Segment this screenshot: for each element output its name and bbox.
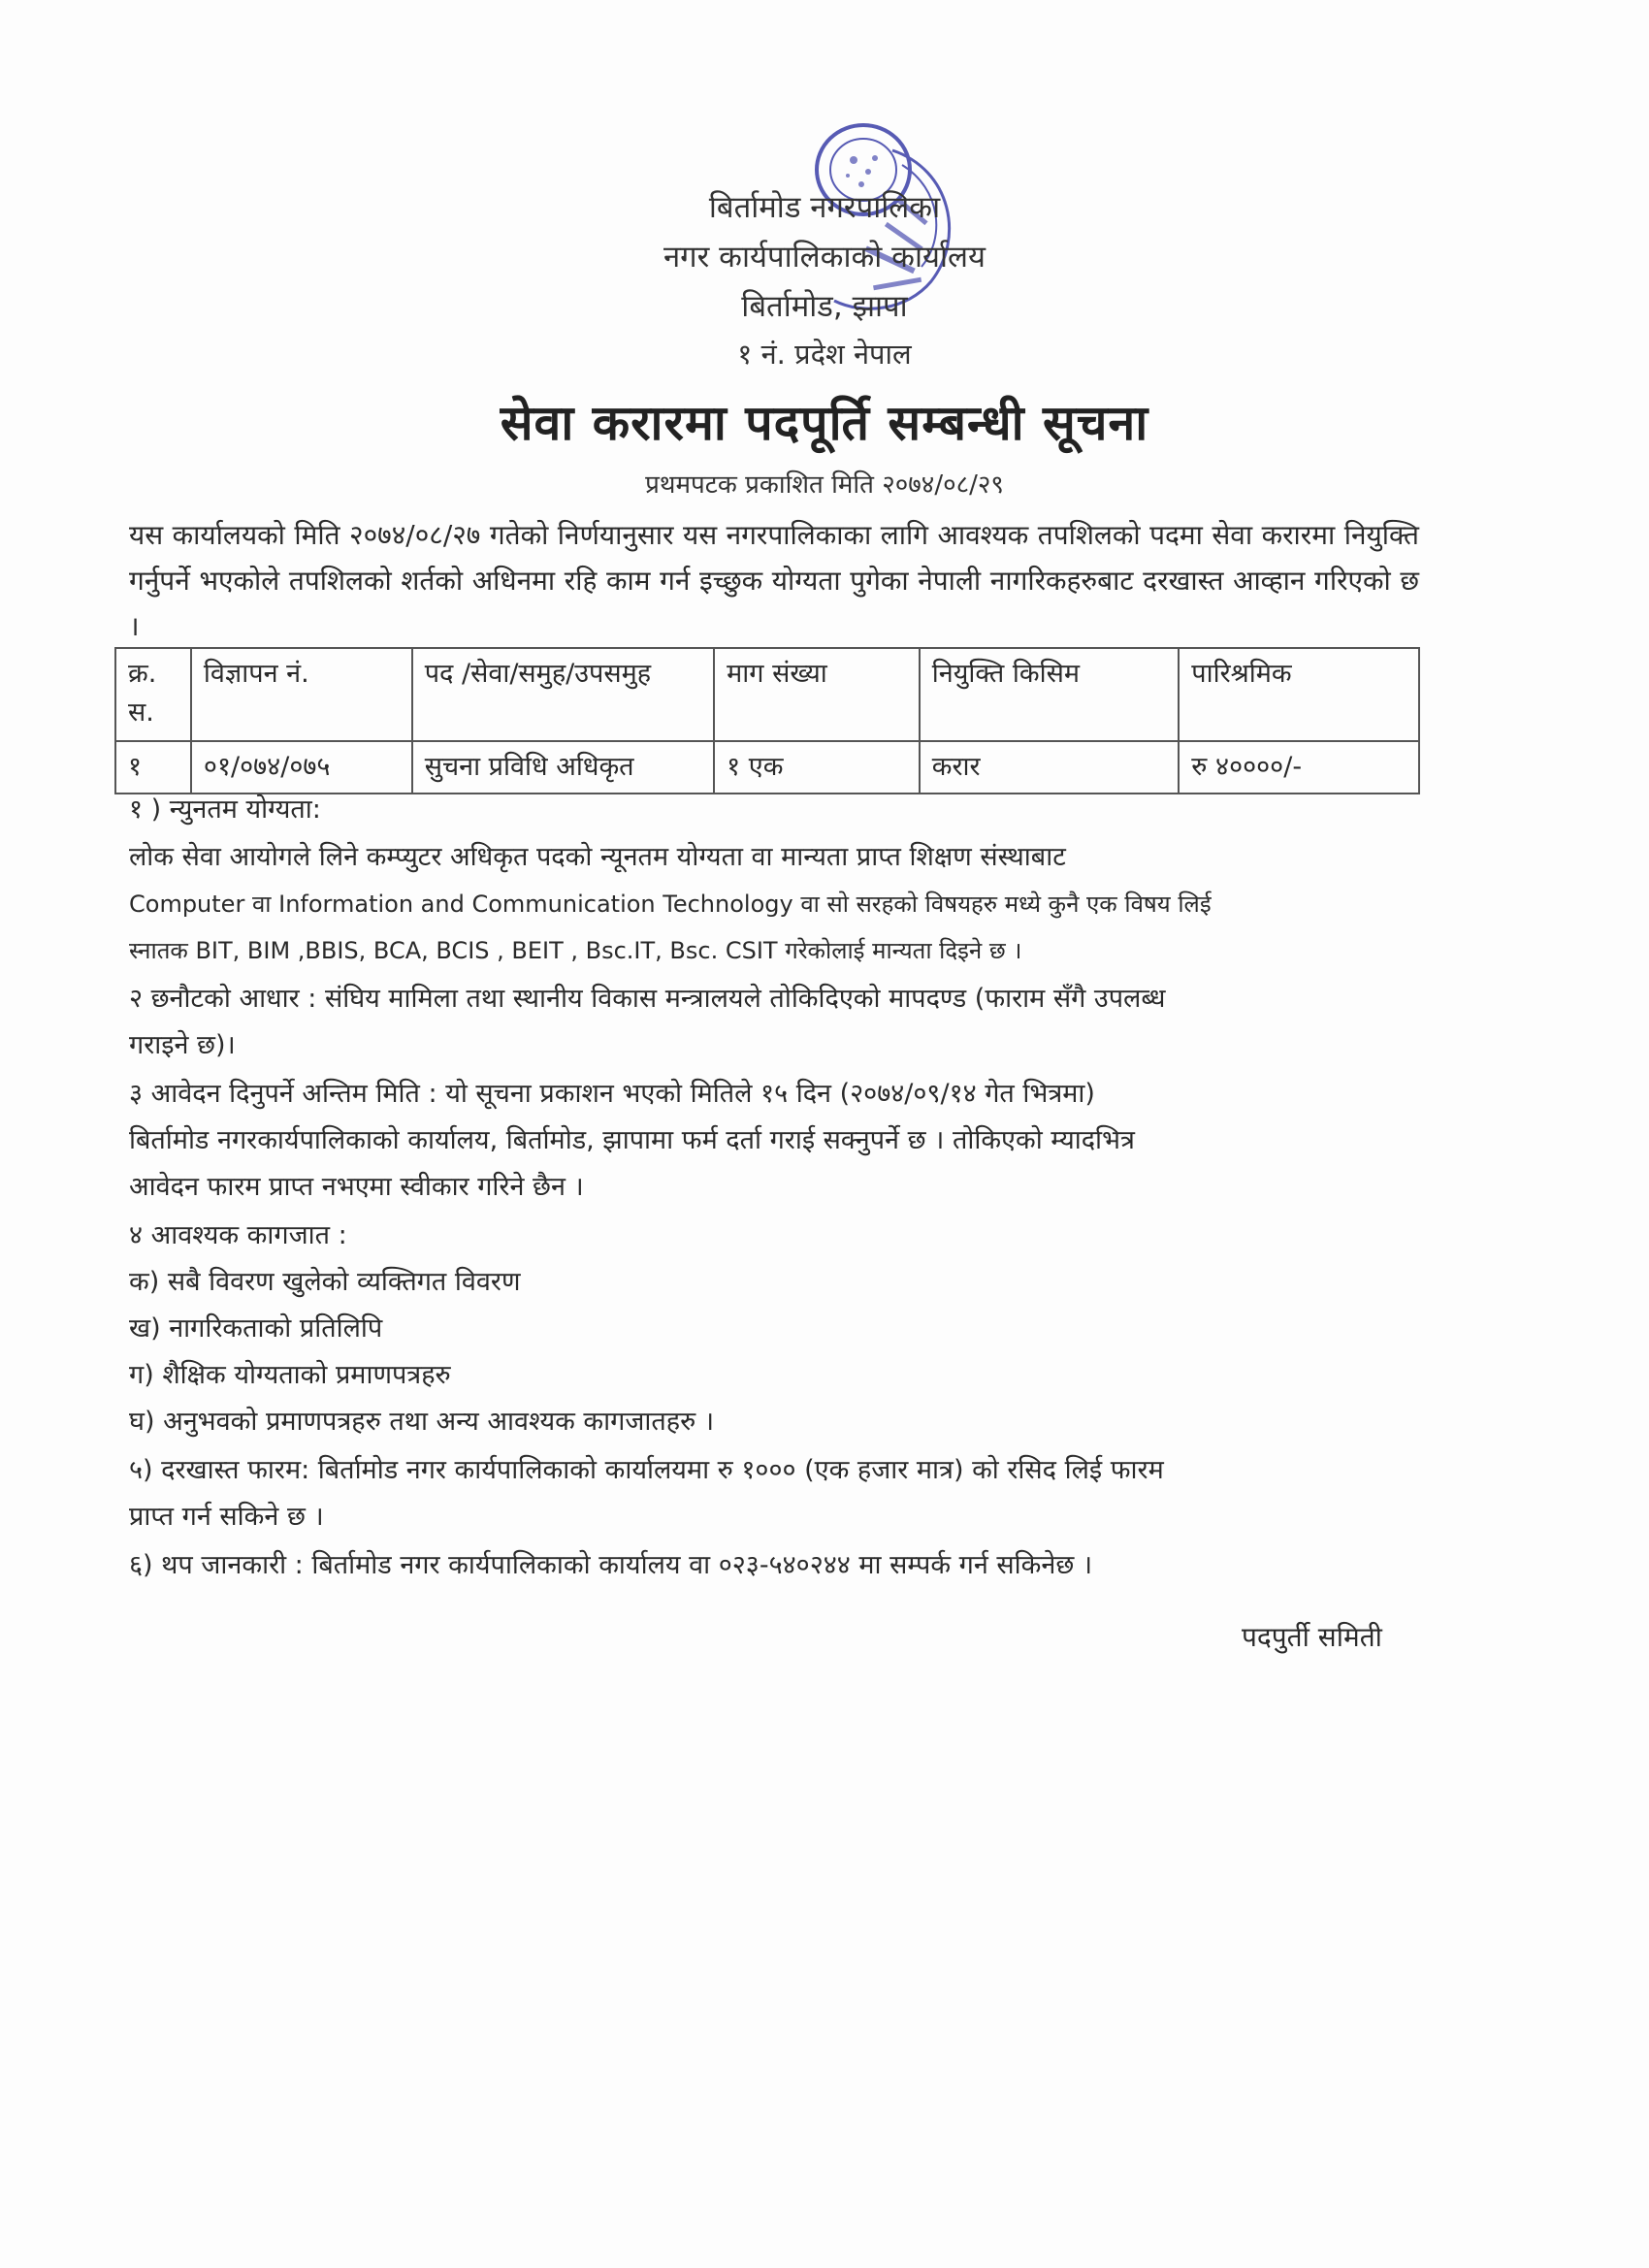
deadline-line: बिर्तामोड नगरकार्यपालिकाको कार्यालय, बिर्तामोड, झापामा फर्म दर्ता गराई सक्नुपर्ने छ । तोकिएको म्यादभित्र xyxy=(129,1125,1135,1155)
signature-committee: पदपुर्ती समिती xyxy=(1242,1621,1382,1653)
table-cell: ०१/०७४/०७५ xyxy=(191,741,412,794)
application-form-line: प्राप्त गर्न सकिने छ । xyxy=(129,1502,324,1532)
qualification-line: Computer वा Information and Communication Technology वा सो सरहको विषयहरु मध्ये कुनै एक विषय लिई xyxy=(129,891,1212,918)
qualification-line: स्नातक BIT, BIM ,BBIS, BCA, BCIS , BEIT , Bsc.IT, Bsc. CSIT गरेकोलाई मान्यता दिइने छ । xyxy=(129,937,1022,964)
office-name: नगर कार्यपालिकाको कार्यालय xyxy=(663,240,986,275)
table-header-cell: नियुक्ति किसिम xyxy=(920,648,1180,741)
table-row xyxy=(115,741,1419,794)
application-form-line: ५) दरखास्त फारम: बिर्तामोड नगर कार्यपालिकाको कार्यालयमा रु १००० (एक हजार मात्र) को रसिद लिई फारम xyxy=(129,1455,1164,1485)
table-header-cell: पारिश्रमिक xyxy=(1179,648,1419,741)
contact-info-line: ६) थप जानकारी : बिर्तामोड नगर कार्यपालिकाको कार्यालय वा ०२३-५४०२४४ मा सम्पर्क गर्न सकिनेछ । xyxy=(129,1550,1093,1580)
intro-paragraph: यस कार्यालयको मिति २०७४/०८/२७ गतेको निर्णयानुसार यस नगरपालिकाका लागि आवश्यक तपशिलको पदमा सेवा करारमा नियुक्ति गर्नुपर्ने भएकोले तपशिलको शर्तको अधिनमा रहि काम गर्न इच्छुक योग्यता पुगेका नेपाली नागरिकहरुबाट दरखास्त आव्हान गरिएको छ । xyxy=(129,519,1419,642)
deadline-line: ३ आवेदन दिनुपर्ने अन्तिम मिति : यो सूचना प्रकाशन भएको मितिले १५ दिन (२०७४/०९/१४ गेत भित्रमा) xyxy=(129,1079,1095,1109)
document-item: ख) नागरिकताको प्रतिलिपि xyxy=(129,1313,383,1344)
table-header-cell: क्र. स. xyxy=(115,648,191,741)
vacancy-table xyxy=(114,647,1420,794)
table-cell: १ एक xyxy=(714,741,920,794)
table-cell: सुचना प्रविधि अधिकृत xyxy=(412,741,714,794)
publish-date: प्रथमपटक प्रकाशित मिति २०७४/०८/२९ xyxy=(645,470,1004,500)
table-header-row xyxy=(115,648,1419,741)
office-address: बिर्तामोड, झापा xyxy=(741,289,908,324)
selection-basis-line: गराइने छ)। xyxy=(129,1030,236,1060)
notice-title: सेवा करारमा पदपूर्ति सम्बन्धी सूचना xyxy=(500,395,1149,451)
table-header-cell: विज्ञापन नं. xyxy=(191,648,412,741)
deadline-line: आवेदन फारम प्राप्त नभएमा स्वीकार गरिने छैन । xyxy=(129,1172,584,1202)
table-cell: करार xyxy=(920,741,1180,794)
selection-basis-line: २ छनौटको आधार : संघिय मामिला तथा स्थानीय विकास मन्त्रालयले तोकिदिएको मापदण्ड (फाराम सँगै उपलब्ध xyxy=(129,984,1166,1014)
table-header-cell: माग संख्या xyxy=(714,648,920,741)
document-item: ग) शैक्षिक योग्यताको प्रमाणपत्रहरु xyxy=(129,1360,451,1390)
province-name: १ नं. प्रदेश नेपाल xyxy=(737,338,912,371)
documents-heading: ४ आवश्यक कागजात : xyxy=(129,1220,347,1250)
table-cell: रु ४००००/- xyxy=(1179,741,1419,794)
qualification-line: लोक सेवा आयोगले लिने कम्प्युटर अधिकृत पदको न्यूनतम योग्यता वा मान्यता प्राप्त शिक्षण संस्थाबाट xyxy=(129,842,1066,872)
qualification-heading: १ ) न्युनतम योग्यता: xyxy=(129,794,321,825)
table-header-cell: पद /सेवा/समुह/उपसमुह xyxy=(412,648,714,741)
document-item: घ) अनुभवको प्रमाणपत्रहरु तथा अन्य आवश्यक कागजातहरु । xyxy=(129,1407,715,1437)
document-item: क) सबै विवरण खुलेको व्यक्तिगत विवरण xyxy=(129,1267,521,1297)
municipality-name: बिर्तामोड नगरपालिका xyxy=(708,190,941,225)
table-cell: १ xyxy=(115,741,191,794)
